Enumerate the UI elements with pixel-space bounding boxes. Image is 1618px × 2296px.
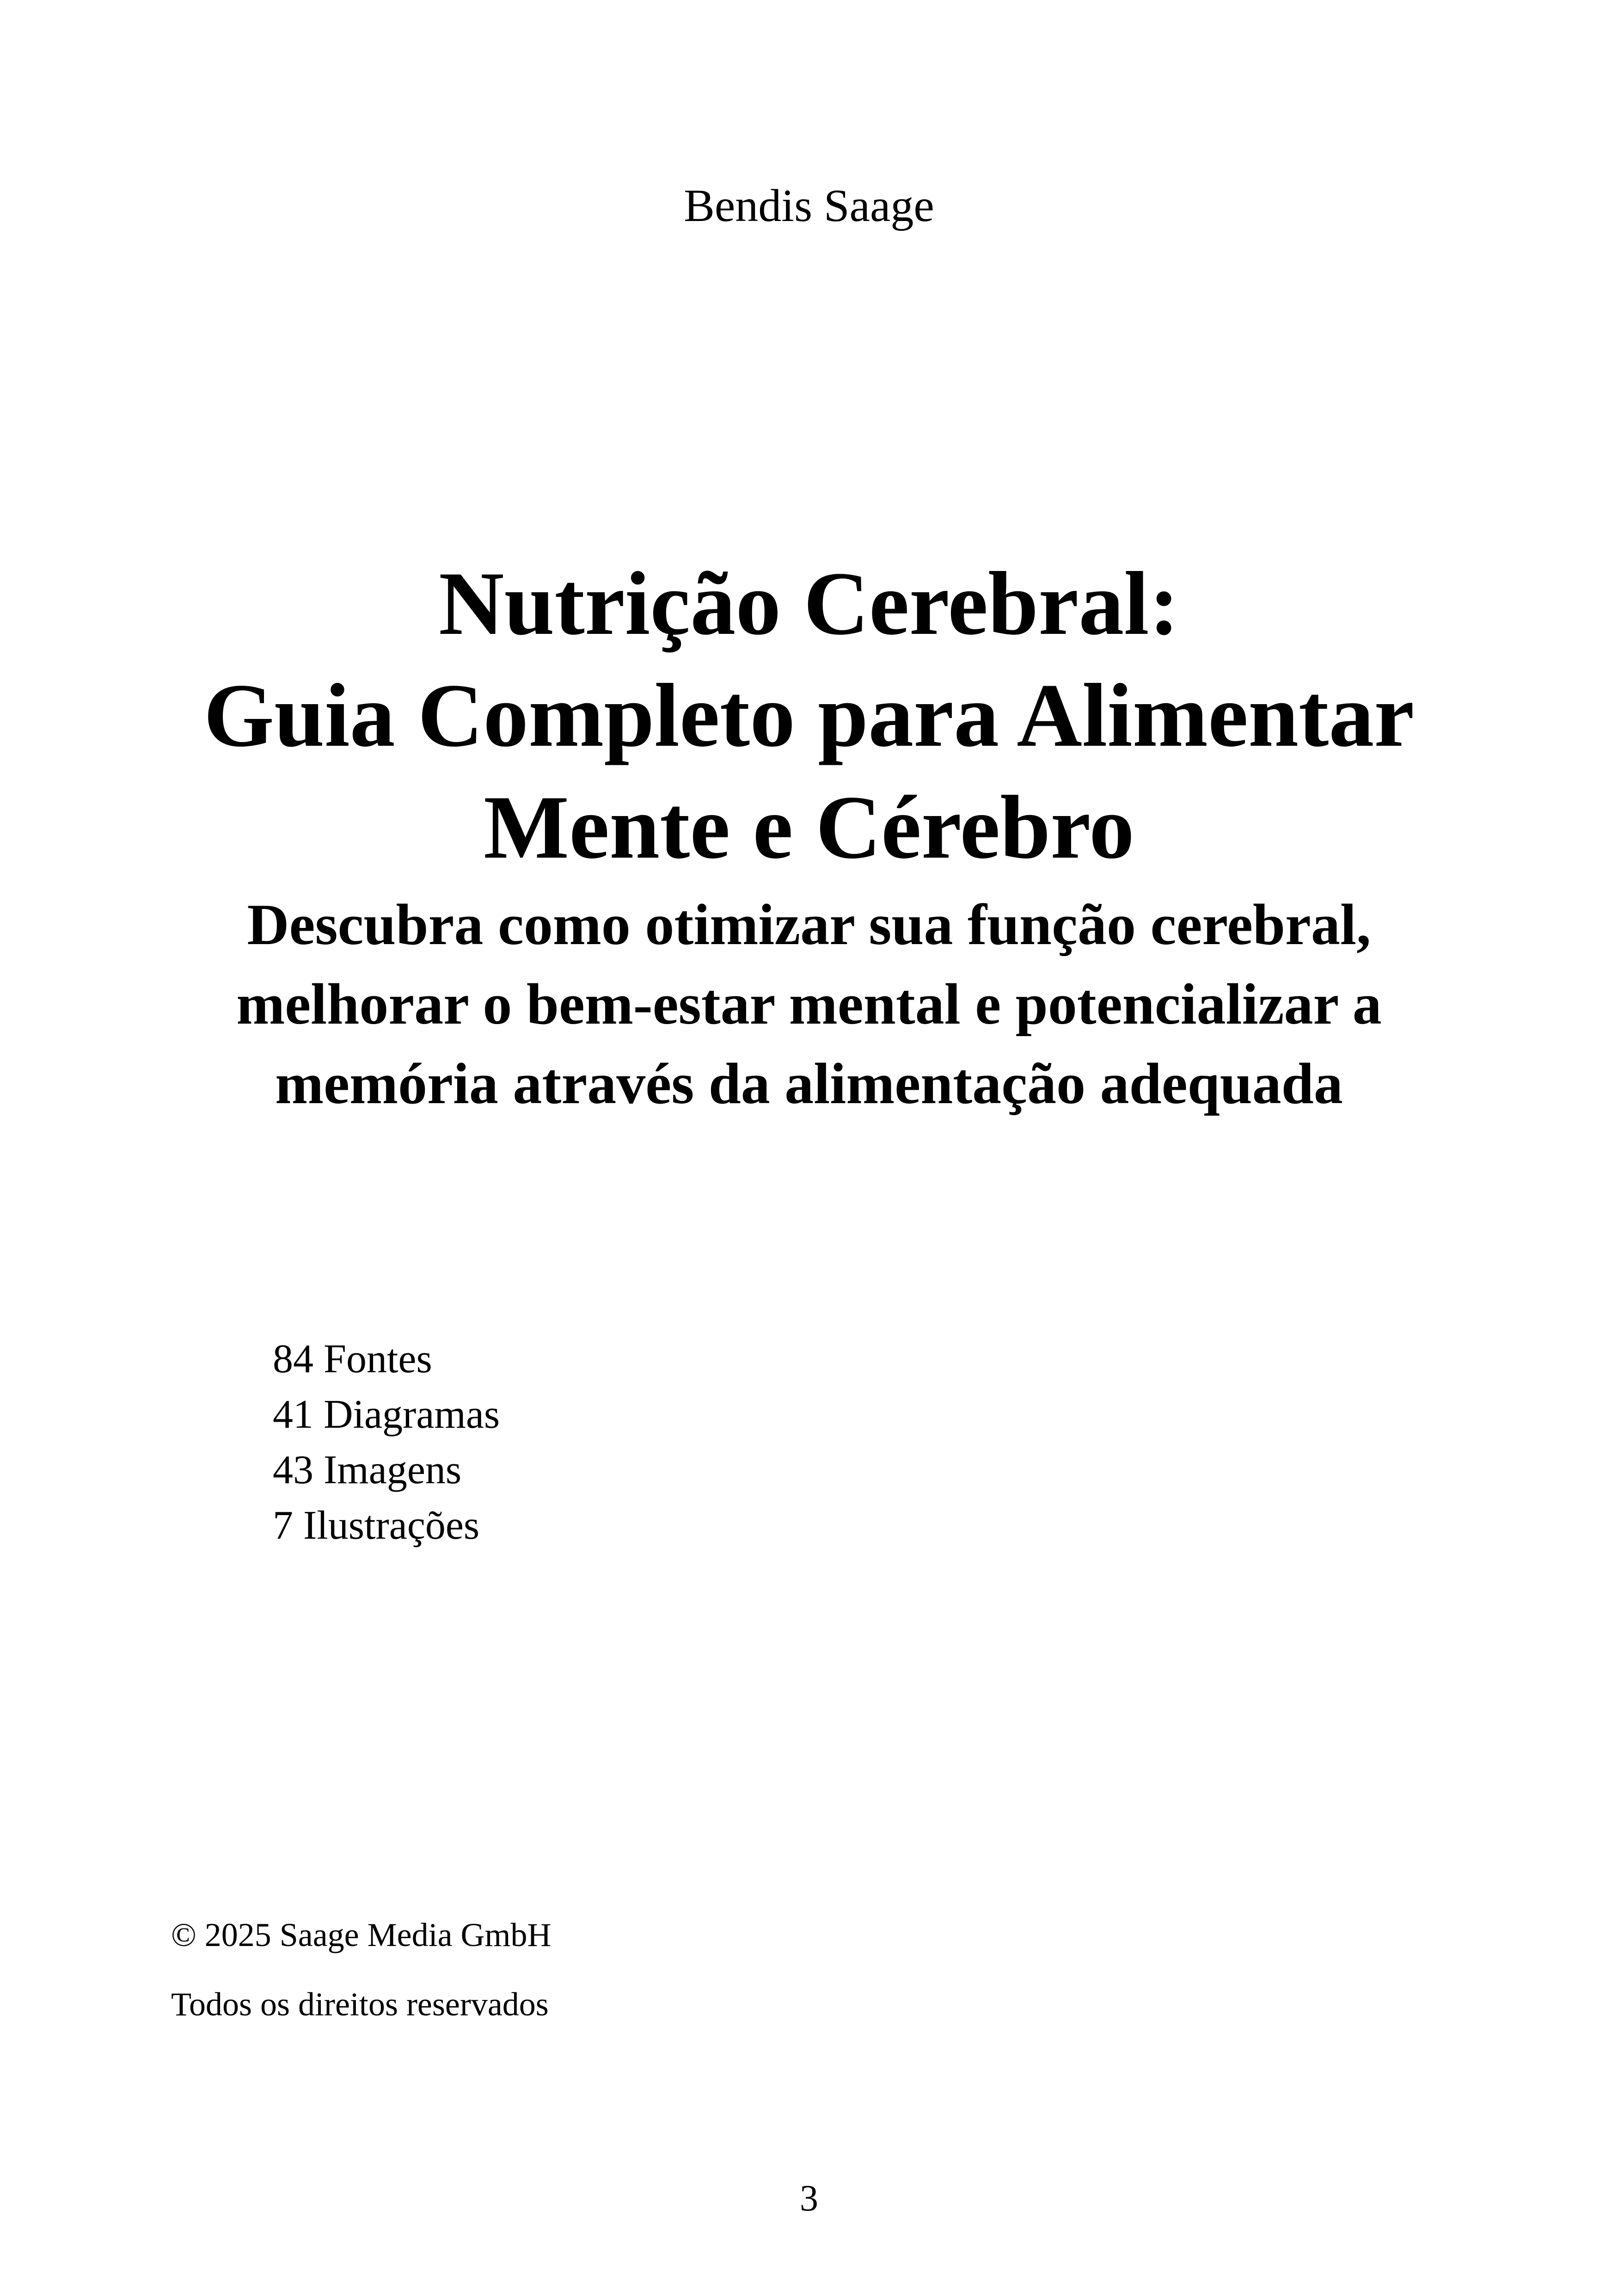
author-name: Bendis Saage bbox=[684, 180, 934, 231]
stat-illustrations: 7 Ilustrações bbox=[273, 1503, 480, 1548]
page-number: 3 bbox=[800, 2178, 818, 2219]
stat-sources: 84 Fontes bbox=[273, 1337, 432, 1381]
book-subtitle bbox=[0, 885, 1618, 1124]
content-stats-list bbox=[273, 1332, 500, 1553]
title-line: Nutrição Cerebral: bbox=[439, 553, 1179, 654]
copyright-notice: © 2025 Saage Media GmbH bbox=[171, 1916, 552, 1953]
subtitle-line: Descubra como otimizar sua função cerebral, bbox=[247, 893, 1371, 957]
stat-images: 43 Imagens bbox=[273, 1448, 462, 1492]
title-line: Guia Completo para Alimentar bbox=[203, 665, 1415, 766]
stat-diagrams: 41 Diagramas bbox=[273, 1392, 500, 1437]
subtitle-line: melhorar o bem-estar mental e potencializar a bbox=[236, 972, 1382, 1037]
title-line: Mente e Cérebro bbox=[484, 777, 1134, 878]
rights-notice: Todos os direitos reservados bbox=[171, 1986, 549, 2023]
book-title bbox=[0, 548, 1618, 884]
subtitle-line: memória através da alimentação adequada bbox=[275, 1052, 1343, 1116]
